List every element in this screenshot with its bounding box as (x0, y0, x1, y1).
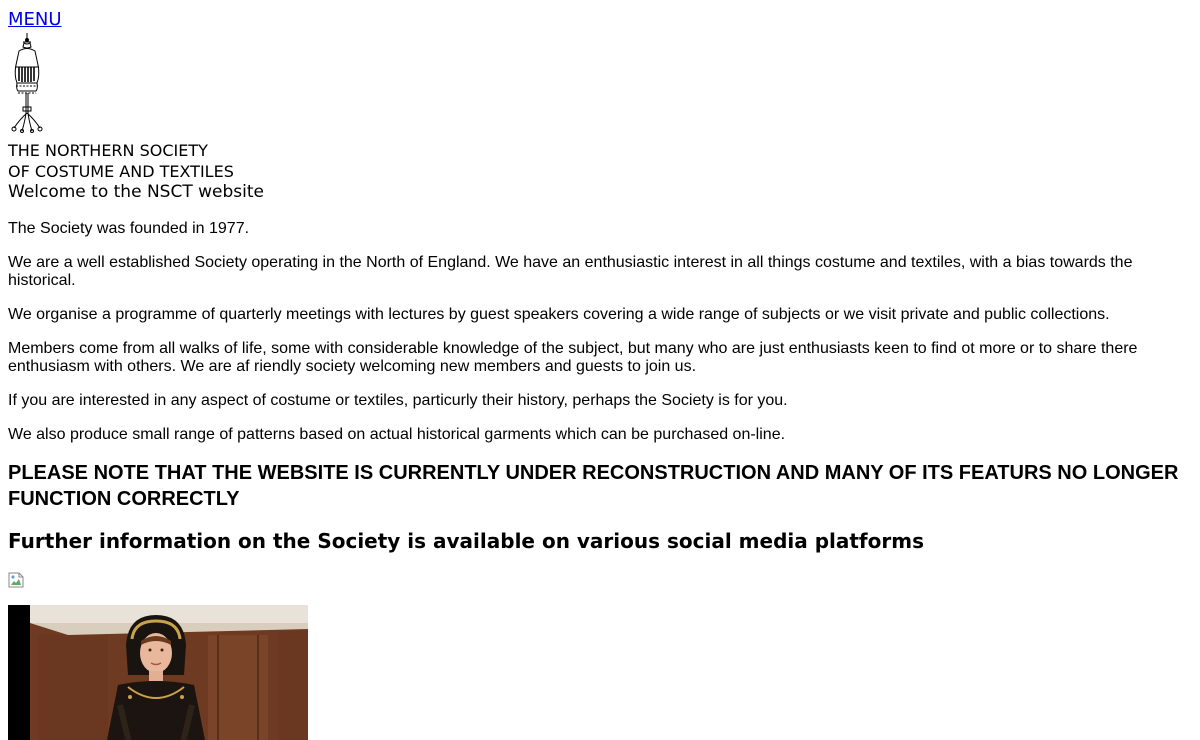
welcome-heading: Welcome to the NSCT website (8, 182, 264, 202)
menu-link[interactable]: MENU (8, 9, 62, 30)
paragraph-interest: If you are interested in any aspect of costume or textiles, particurly their history, perhaps the Society is for you. (8, 392, 788, 409)
dress-form-logo (8, 33, 46, 133)
social-media-heading: Further information on the Society is available on various social media platforms (8, 529, 924, 553)
paragraph-members: Members come from all walks of life, some with considerable knowledge of the subject, but many who are just enthusiasts keen to find ot more or to share there enthusiasm with others. We are af riendly society welcoming new members and guests to join us. (8, 340, 1138, 375)
paragraph-programme: We organise a programme of quarterly meetings with lectures by guest speakers covering a wide range of subjects or we visit private and public collections. (8, 306, 1110, 323)
paragraph-founded: The Society was founded in 1977. (8, 220, 250, 237)
society-name (8, 140, 1192, 182)
reconstruction-notice: PLEASE NOTE THAT THE WEBSITE IS CURRENTLY UNDER RECONSTRUCTION AND MANY OF ITS FEATURS NO LONGER FUNCTION CORRECTLY (8, 462, 1179, 510)
society-name-line-2: OF COSTUME AND TEXTILES (8, 162, 234, 181)
costume-photo (8, 605, 308, 740)
broken-image-icon (8, 572, 24, 588)
paragraph-patterns: We also produce small range of patterns based on actual historical garments which can be purchased on-line. (8, 426, 786, 443)
society-name-line-1: THE NORTHERN SOCIETY (8, 141, 208, 160)
paragraph-about: We are a well established Society operating in the North of England. We have an enthusiastic interest in all things costume and textiles, with a bias towards the historical. (8, 254, 1133, 289)
